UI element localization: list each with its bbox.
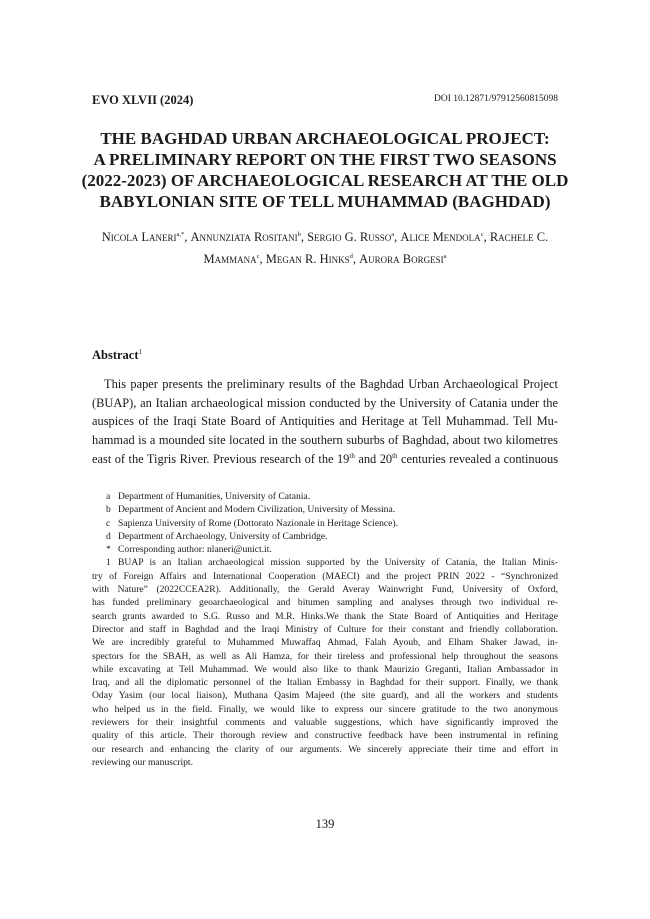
affiliation-mark: d (106, 530, 111, 542)
author-name: Sergio G. Russo (307, 230, 392, 244)
article-title (80, 128, 570, 212)
author-affiliation-mark: c (256, 253, 260, 260)
footnotes-area (92, 490, 558, 769)
footnote-line: spectors for the SBAH, as well as Ali Hamza, for their tireless and professional help throughout the seasons (92, 650, 558, 662)
abstract-heading-text: Abstract (92, 348, 139, 362)
abstract-text-segment: and 20 (354, 451, 393, 466)
author-affiliation-mark: c (480, 231, 484, 238)
journal-issue: EVO XLVII (2024) (92, 93, 194, 107)
affiliation-note (92, 543, 558, 556)
title-line: BABYLONIAN SITE OF TELL MUHAMMAD (BAGHDAD) (99, 192, 551, 211)
author (102, 230, 185, 244)
affiliation-note (92, 503, 558, 516)
ordinal-suffix: th (392, 451, 398, 460)
footnote-line: with Nature” (2022CCEA2R). Additionally, the Gerald Averay Wainwright Fund, University of Oxford, (92, 584, 558, 596)
affiliation-text: Department of Humanities, University of Catania. (118, 491, 311, 502)
footnote-line: try of Foreign Affairs and International Cooperation (MAECI) and the project PRIN 2022 - “Synchronized (92, 570, 558, 582)
affiliation-text: Department of Ancient and Modern Civilization, University of Messina. (118, 504, 396, 516)
footnote-line: has funded preliminary geoarchaeological and bitumen sampling and analyses through two individual re- (92, 597, 558, 609)
abstract-line: This paper presents the preliminary results of the Baghdad Urban Archaeological Project (104, 377, 558, 391)
ordinal-suffix: th (349, 451, 355, 460)
affiliation-text: Department of Archaeology, University of Cambridge. (118, 530, 328, 542)
author-list: Nicola Laneri$^{a,*}$, Annunziata Rositani$^b$, Sergio G. Russo$^a$, Alice Mendola$^c$, Rachele C. Mammana$^c$, Megan R. Hinks$^d$, Aurora Borgesi$^a$ (101, 230, 549, 266)
abstract-text-segment: east of the Tigris River. Previous research of the 19 (92, 451, 350, 466)
affiliation-text: Corresponding author: nlaneri@unict.it. (118, 544, 272, 556)
abstract-line: auspices of the Iraqi State Board of Antiquities and Heritage at Tell Muhammad. Tell Mu- (92, 414, 558, 429)
author-name: Aurora Borgesi (359, 252, 444, 266)
author (359, 252, 446, 266)
author-affiliation-mark: a (443, 253, 447, 260)
footnote-line: Iraq, and all the diplomatic personnel of the Italian Embassy in Baghdad for their support. Finally, we thank (92, 677, 558, 689)
author-affiliation-mark: b (297, 231, 301, 238)
doi: DOI 10.12871/97912560815098 (433, 94, 558, 104)
footnote-number: 1 (106, 557, 111, 569)
abstract-line: (BUAP), an Italian archaeological mission conducted by the University of Catania under the (92, 395, 558, 410)
footnote-line: reviewing our manuscript. (92, 756, 193, 768)
author (266, 252, 353, 266)
affiliation-mark: c (106, 517, 111, 529)
abstract-line: hammad is a mounded site located in the southern suburbs of Baghdad, about two kilometres (92, 433, 558, 448)
footnote-line: Oday Yasim (our local liaison), Muthana Qasim Majeed (the site guard), and all the workers and students (92, 690, 558, 702)
abstract-text-segment: centuries revealed a continuous (397, 451, 559, 466)
footnote-marker: 1 (138, 348, 143, 356)
author (400, 230, 483, 244)
abstract-text (92, 375, 558, 469)
affiliation-mark: * (106, 544, 111, 556)
footnote-line: search grants awarded to S.G. Russo and M.R. Hinks.We thank the State Board of Antiquities and Heritage (92, 610, 558, 622)
affiliation-note (92, 517, 558, 530)
footnote-line: reviewers for their insightful comments and valuable suggestions, which have significantly improved the (92, 717, 558, 729)
affiliation-text: Sapienza University of Rome (Dottorato Nazionale in Heritage Science). (118, 517, 398, 529)
abstract-heading (92, 348, 142, 363)
author (307, 230, 394, 244)
footnote-line: Director and staff in Baghdad and the Iraqi Ministry of Culture for their constant and friendly collaboration. (92, 623, 558, 635)
author-name: Rachele C. Mammana (203, 230, 549, 266)
affiliation-mark: a (106, 491, 111, 502)
footnote-line: quality of this article. Their thorough review and constructive feedback have been instrumental in refining (92, 730, 558, 742)
author-name: Alice Mendola (400, 230, 481, 244)
author-affiliation-mark: d (349, 253, 353, 260)
footnote-text: BUAP is an Italian archaeological mission supported by the University of Catania, the Italian Minis- (118, 557, 558, 569)
footnote-line: who helped us in the field. Finally, we would like to express our sincere gratitude to the two anonymous (92, 703, 558, 715)
title-line: (2022-2023) OF ARCHAEOLOGICAL RESEARCH AT THE OLD (81, 171, 569, 190)
title-line: A PRELIMINARY REPORT ON THE FIRST TWO SEASONS (93, 150, 557, 169)
author-name: Annunziata Rositani (190, 230, 298, 244)
running-header (92, 93, 558, 109)
page-number: 139 (315, 817, 335, 831)
author-affiliation-mark: a,* (176, 231, 185, 238)
title-line: THE BAGHDAD URBAN ARCHAEOLOGICAL PROJECT: (100, 129, 550, 148)
affiliation-mark: b (106, 504, 111, 516)
footnote-line: while excavating at Tell Muhammad. We would also like to thank Maurizio Greganti, Italian Ambassador in (92, 663, 558, 675)
footnote-line: We are incredibly grateful to Muhammed Muwaffaq Ahmad, Falah Ayoub, and Elham Shaker Jawad, in- (92, 637, 558, 649)
affiliation-note (92, 490, 558, 503)
author-affiliation-mark: a (391, 231, 395, 238)
affiliation-note (92, 530, 558, 543)
author-name: Megan R. Hinks (265, 252, 350, 266)
abstract-line (92, 450, 558, 469)
footnote-line (92, 556, 558, 569)
author-name: Nicola Laneri (101, 230, 177, 244)
author (191, 230, 301, 244)
footnote-line: our research and enhancing the clarity of our arguments. We sincerely appreciate their time and effort in (92, 743, 558, 755)
